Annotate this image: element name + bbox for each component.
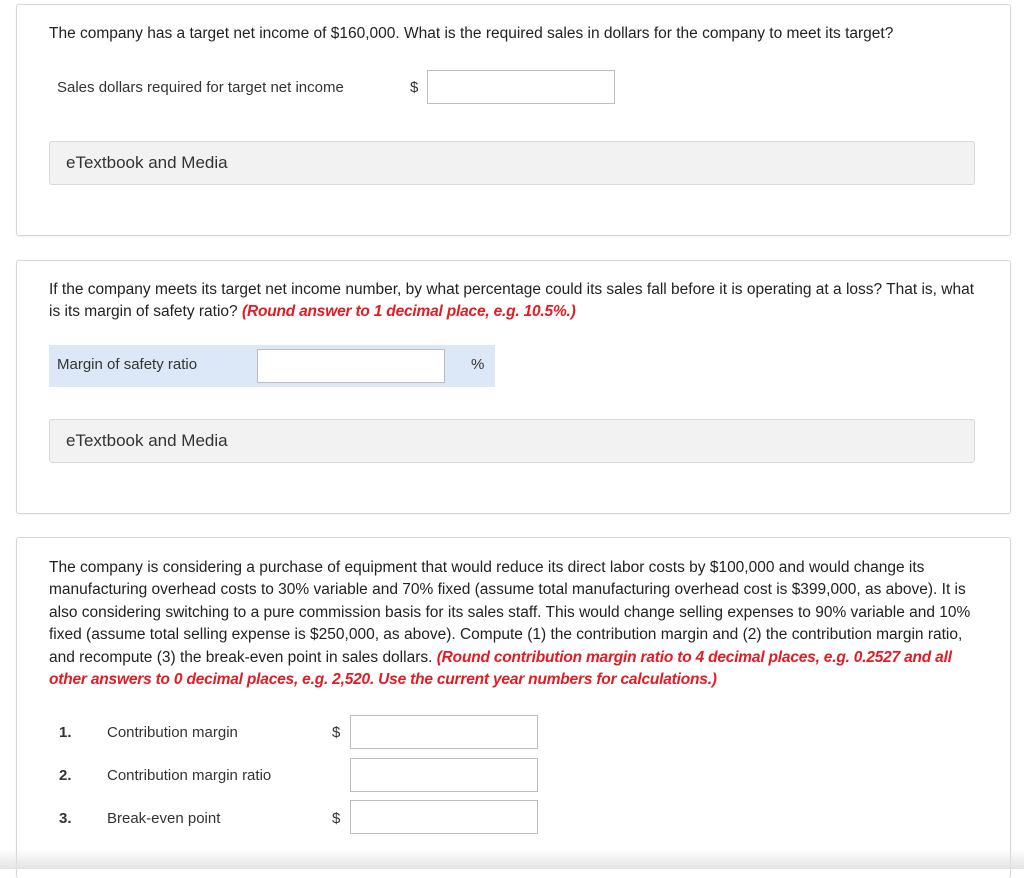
row-number: 1. (59, 724, 72, 741)
margin-of-safety-input[interactable] (257, 349, 445, 383)
etextbook-media-button[interactable]: eTextbook and Media (49, 141, 975, 185)
break-even-point-label: Break-even point (107, 810, 221, 827)
contribution-margin-ratio-input[interactable] (350, 758, 538, 792)
contribution-margin-input[interactable] (350, 715, 538, 749)
question-text (49, 279, 980, 323)
percent-unit: % (471, 356, 485, 373)
question-panel-target-sales (16, 4, 1011, 236)
question-text: The company has a target net income of $160,000. What is the required sales in dollars for the company to meet its target? (49, 25, 894, 42)
contribution-margin-ratio-label: Contribution margin ratio (107, 767, 272, 784)
row-number: 3. (59, 810, 72, 827)
row-number: 2. (59, 767, 72, 784)
break-even-point-input[interactable] (350, 800, 538, 834)
etextbook-media-button[interactable]: eTextbook and Media (49, 419, 975, 463)
currency-symbol: $ (410, 79, 419, 96)
contribution-margin-label: Contribution margin (107, 724, 238, 741)
question-body: If the company meets its target net income number, by what percentage could its sales fall before it is operating at a loss? That is, what is its margin of safety ratio? (49, 281, 975, 320)
rounding-note: (Round contribution margin ratio to 4 decimal places, e.g. 0.2527 and all other answers to 0 decimal places, e.g. 2,520. Use the current year numbers for calculations.) (49, 648, 952, 689)
sales-dollars-input[interactable] (427, 70, 615, 104)
rounding-note: (Round answer to 1 decimal place, e.g. 10.5%.) (241, 303, 576, 320)
question-panel-margin-of-safety (16, 260, 1011, 514)
question-panel-contribution-margin (16, 537, 1011, 878)
bottom-fade (0, 849, 1024, 869)
margin-of-safety-label: Margin of safety ratio (57, 356, 198, 373)
question-body: The company is considering a purchase of equipment that would reduce its direct labor costs by $100,000 and would change its manufacturing overhead costs to 30% variable and 70% fixed (assume total manufacturing overhead cost is $399,000, as above). It is also considering switching to a pure commission basis for its sales staff. This would change selling expenses to 90% variable and 10% fixed (assume total selling expense is $250,000, as above). Compute (1) the contribution margin and (2) the contribution margin ratio, and recompute (3) the break-even point in sales dollars. (49, 559, 971, 666)
currency-symbol: $ (332, 724, 341, 741)
question-text (49, 557, 980, 691)
currency-symbol: $ (332, 810, 341, 827)
sales-dollars-label: Sales dollars required for target net income (57, 79, 344, 96)
